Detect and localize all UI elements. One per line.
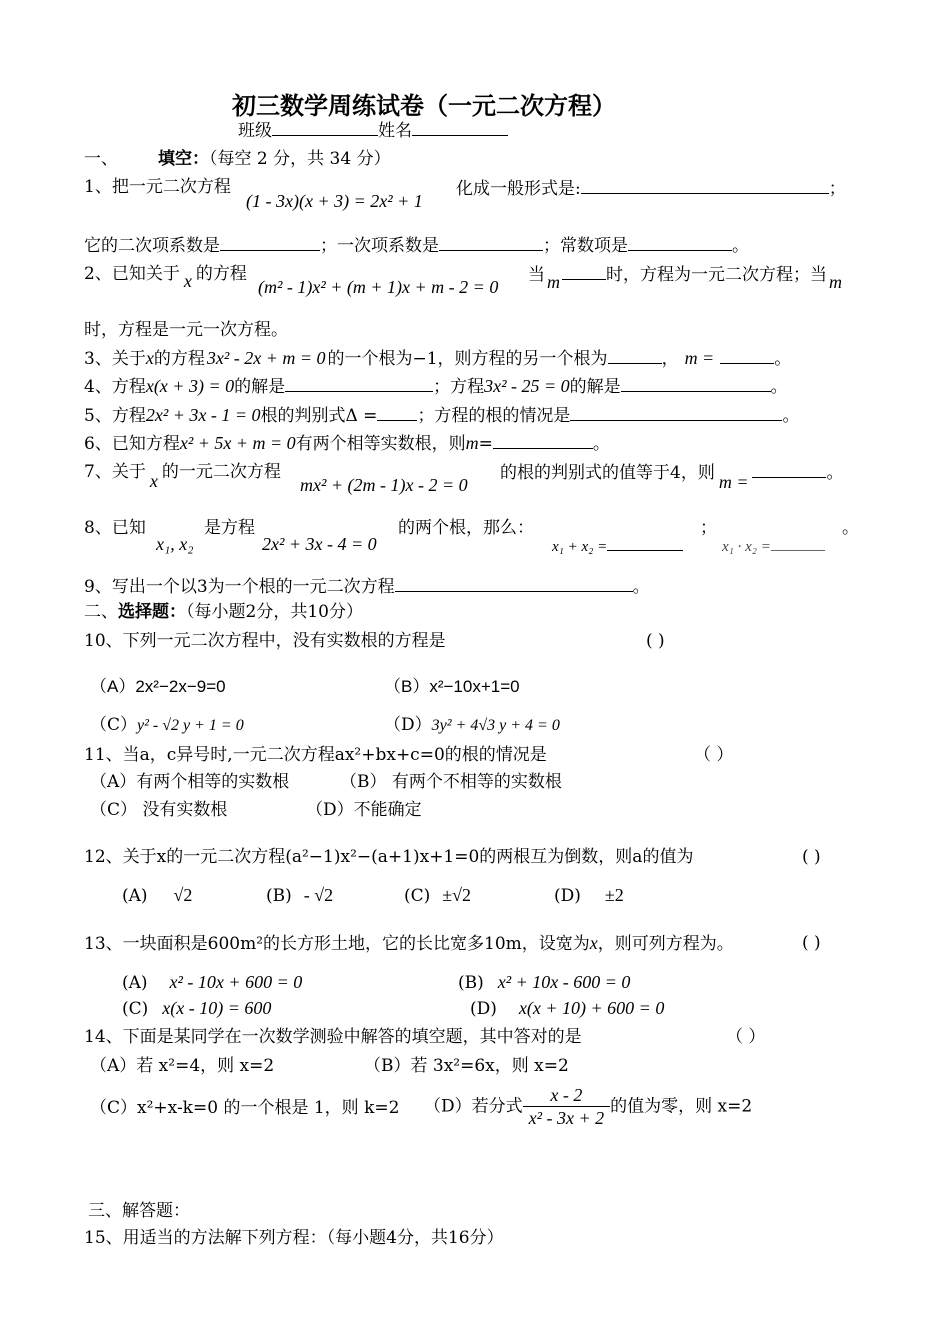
- section3-header: 三、解答题：: [88, 1201, 190, 1221]
- q7-prefix: 7、关于: [84, 462, 146, 482]
- q14-option-c[interactable]: （C）x²+x-k=0 的一个根是 1，则 k=2: [90, 1098, 400, 1118]
- q11-stem: [84, 744, 547, 766]
- q13-option-a[interactable]: [122, 971, 302, 994]
- q8-prefix: 8、已知: [84, 518, 146, 538]
- q5-mid2: ；方程的根的情况是: [417, 406, 571, 426]
- q8-semi: ；: [700, 518, 717, 538]
- q1-equation: (1 - 3x)(x + 3) = 2x² + 1: [246, 191, 423, 211]
- q7-tail: 的根的判别式的值等于4，则: [500, 463, 715, 483]
- q14-option-d[interactable]: [424, 1084, 752, 1129]
- q13-option-c[interactable]: [122, 997, 271, 1020]
- section1-info: （每空 2 分，共 34 分）: [209, 149, 391, 169]
- q7-tail-row: [500, 460, 844, 492]
- q7-end: 。: [826, 463, 844, 483]
- q13-c-equation: x(x - 10) = 600: [162, 998, 272, 1018]
- q4-mid3: 的解是: [569, 377, 621, 397]
- q7-blank[interactable]: [752, 460, 826, 478]
- q8-tail-wrap: [398, 517, 534, 539]
- q11-text: 11、当a，c异号时,一元二次方程ax²+bx+c=0的根的情况是: [84, 745, 547, 765]
- q12-a-value: √2: [173, 885, 193, 905]
- q13-option-b[interactable]: [458, 971, 630, 994]
- name-blank[interactable]: [412, 118, 508, 136]
- q3-line: [84, 346, 791, 370]
- q10-text: 10、下列一元二次方程中，没有实数根的方程是: [84, 631, 446, 651]
- q14-paren[interactable]: （ ）: [726, 1027, 766, 1047]
- q8-mid: 是方程: [204, 518, 255, 538]
- class-label: 班级: [238, 121, 272, 141]
- q2-var-m2: m: [829, 272, 842, 292]
- q8-sum-blank[interactable]: [607, 533, 683, 551]
- q3-prefix: 3、关于: [84, 349, 146, 369]
- q6-end: 。: [592, 434, 610, 454]
- q4-blank2[interactable]: [621, 374, 771, 392]
- q13-d-equation: x(x + 10) + 600 = 0: [518, 998, 665, 1018]
- page-title: 初三数学周练试卷（一元二次方程）: [232, 92, 616, 120]
- q11-option-c[interactable]: （C） 没有实数根: [90, 800, 228, 820]
- q8-eq-wrap: [262, 533, 377, 556]
- q6-eqsign: =: [478, 434, 493, 454]
- q12-option-d[interactable]: [554, 884, 624, 907]
- q10-option-d[interactable]: [384, 714, 560, 737]
- q13-option-d[interactable]: [470, 997, 664, 1020]
- section1-header: [84, 148, 391, 170]
- q12-b-label: (B): [266, 886, 292, 906]
- q2-when: 当: [528, 265, 545, 285]
- q14-stem: [84, 1026, 582, 1048]
- q8-roots: x₁, x₂: [156, 534, 194, 554]
- q2-tail: 时，方程为一元二次方程；当: [606, 265, 827, 285]
- name-class-row: [238, 118, 508, 142]
- q13-text: 13、一块面积是600m²的长方形土地，它的长比宽多10m，设宽为: [84, 934, 590, 954]
- q14-option-b[interactable]: （B）若 3x²=6x，则 x=2: [364, 1056, 569, 1076]
- q5-equation: 2x² + 3x - 1 = 0: [145, 405, 261, 425]
- q5-blank2[interactable]: [570, 403, 782, 421]
- q9-line: [84, 574, 650, 598]
- q4-eq1: x(x + 3) = 0: [145, 376, 235, 396]
- q12-option-c[interactable]: [404, 884, 471, 907]
- q12-b-value: - √2: [303, 885, 334, 905]
- q10-stem: [84, 630, 446, 652]
- q4-mid1: 的解是: [234, 377, 286, 397]
- q12-stem: [84, 846, 693, 868]
- q1-suffix-row: [456, 176, 846, 200]
- q14-d-label: （D）若分式: [424, 1096, 523, 1117]
- q4-blank1[interactable]: [285, 374, 433, 392]
- q8-prod-label: x₁ · x₂ =: [722, 539, 771, 555]
- q1-end: ；: [828, 179, 846, 199]
- q14-d-tail: 的值为零，则 x=2: [610, 1096, 753, 1117]
- q14-option-a[interactable]: （A）若 x²=4，则 x=2: [90, 1056, 275, 1076]
- class-blank[interactable]: [272, 118, 378, 136]
- q2-prefix: 2、已知关于: [84, 264, 180, 284]
- q1-const-blank[interactable]: [628, 233, 732, 251]
- q3-tail: 的一个根为−1，则方程的另一个根为: [327, 349, 608, 369]
- q3-var-x: x: [145, 348, 154, 368]
- q2-line2-text: 时，方程是一元一次方程。: [84, 320, 288, 340]
- q10-c-label: （C）: [90, 715, 138, 735]
- q8-semi-wrap: [700, 517, 717, 539]
- q14-d-denominator: x² - 3x + 2: [528, 1108, 605, 1128]
- q3-end: 。: [774, 349, 792, 369]
- q8-roots-wrap: [156, 533, 194, 556]
- q10-option-c[interactable]: [90, 714, 244, 737]
- q1-quad-coef-blank[interactable]: [220, 233, 320, 251]
- q10-option-a[interactable]: （A）2x²−2x−9=0: [90, 677, 226, 696]
- q12-c-value: ±√2: [442, 885, 472, 905]
- q1-line2-end: 。: [732, 236, 749, 256]
- q3-root-blank[interactable]: [608, 346, 662, 364]
- q6-prefix: 6、已知方程: [84, 434, 180, 454]
- q8-end-wrap: [842, 517, 859, 539]
- q11-option-a[interactable]: （A）有两个相等的实数根: [90, 772, 290, 792]
- section2-heading: 选择题：: [118, 602, 186, 622]
- q7-var-x: x: [149, 471, 158, 491]
- q1-line1: [84, 176, 231, 198]
- q13-b-equation: x² + 10x - 600 = 0: [497, 972, 631, 992]
- q4-eq2: 3x² - 25 = 0: [484, 376, 570, 396]
- q2-tail-row: [528, 262, 842, 292]
- section1-heading: 填空：: [158, 149, 209, 169]
- q13-b-label: (B): [458, 973, 484, 993]
- q1-answer-blank[interactable]: [581, 176, 829, 194]
- section1-num: 一、: [84, 149, 118, 169]
- q10-d-equation: 3y² + 4√3 y + 4 = 0: [431, 717, 560, 734]
- q6-mid: 有两个相等实数根，则: [295, 434, 466, 454]
- q12-paren[interactable]: ( ): [802, 847, 821, 867]
- q1-equation-wrap: [246, 190, 423, 213]
- q9-blank[interactable]: [395, 574, 633, 592]
- q6-equation: x² + 5x + m = 0: [179, 433, 296, 453]
- q13-d-label: (D): [470, 999, 497, 1019]
- q5-end: 。: [782, 406, 800, 426]
- q13-a-equation: x² - 10x + 600 = 0: [169, 972, 303, 992]
- q2-equation: (m² - 1)x² + (m + 1)x + m - 2 = 0: [258, 277, 499, 297]
- q12-a-label: (A): [122, 886, 148, 906]
- q2-line2: [84, 318, 288, 341]
- q12-d-value: ±2: [604, 885, 624, 905]
- q2-var-x: x: [183, 271, 192, 291]
- q2-eq-wrap: [258, 276, 498, 299]
- q14-d-numerator: x - 2: [523, 1084, 611, 1107]
- q8-line: [84, 517, 146, 539]
- q4-end: 。: [770, 377, 788, 397]
- q13-stem: [84, 932, 734, 955]
- q11-option-b[interactable]: （B） 有两个不相等的实数根: [340, 772, 562, 792]
- q5-mid: 根的判别式Δ =: [260, 406, 378, 426]
- q4-line: [84, 374, 788, 398]
- q13-a-label: (A): [122, 973, 148, 993]
- q13-paren[interactable]: ( ): [802, 933, 821, 953]
- q7-mid: 的一元二次方程: [161, 462, 281, 482]
- q1-lin-coef-blank[interactable]: [439, 233, 543, 251]
- name-label: 姓名: [378, 121, 412, 141]
- q8-sum-label: x₁ + x₂ =: [552, 539, 608, 555]
- q7-m-label: m =: [718, 472, 749, 492]
- section2-info: （每小题2分，共10分）: [186, 602, 363, 622]
- q12-c-label: (C): [404, 886, 431, 906]
- q2-line1: [84, 262, 247, 291]
- q10-c-equation: y² - √2 y + 1 = 0: [137, 717, 244, 734]
- q3-comma: ，: [661, 349, 679, 369]
- q1-line2: [84, 233, 749, 257]
- q8-equation: 2x² + 3x - 4 = 0: [262, 534, 377, 554]
- q1-suffix: 化成一般形式是:: [456, 179, 581, 199]
- q2-var-m: m: [547, 272, 560, 292]
- q8-end: 。: [842, 518, 859, 538]
- q15-text: 15、用适当的方法解下列方程：（每小题4分，共16分）: [84, 1228, 504, 1248]
- q6-blank[interactable]: [493, 431, 593, 449]
- q8-sum-row: [552, 533, 683, 558]
- q4-mid2: ；方程: [433, 377, 485, 397]
- q4-prefix: 4、方程: [84, 377, 146, 397]
- q13-tail: ，则可列方程为。: [597, 934, 734, 954]
- q5-blank1[interactable]: [377, 403, 417, 421]
- q12-option-a[interactable]: [122, 884, 192, 907]
- q7-line: [84, 460, 281, 491]
- q10-paren[interactable]: ( ): [646, 631, 665, 651]
- q8-mid-wrap: [204, 517, 255, 539]
- q1-const-label: ；常数项是: [543, 236, 628, 256]
- q6-line: [84, 431, 610, 455]
- q11-paren[interactable]: （ ）: [694, 745, 734, 765]
- q14-d-fraction: [523, 1084, 611, 1129]
- section2-header: [84, 601, 363, 623]
- q3-m-label: m =: [684, 348, 715, 368]
- q2-mid: 的方程: [195, 264, 247, 284]
- q1-quad-coef-label: 它的二次项系数是: [84, 236, 220, 256]
- q2-blank1[interactable]: [562, 262, 606, 280]
- q12-text: 12、关于x的一元二次方程(a²−1)x²−(a+1)x+1=0的两根互为倒数，则a的值为: [84, 847, 694, 867]
- q10-option-b[interactable]: （B）x²−10x+1=0: [384, 677, 520, 696]
- q7-equation: mx² + (2m - 1)x - 2 = 0: [300, 475, 468, 495]
- q8-prod-blank[interactable]: [771, 533, 825, 551]
- q3-mid: 的方程: [153, 349, 205, 369]
- q12-option-b[interactable]: [266, 884, 333, 907]
- q6-var-m: m: [465, 433, 479, 453]
- q9-end: 。: [632, 577, 650, 597]
- q11-option-d[interactable]: （D）不能确定: [306, 800, 422, 820]
- q12-d-label: (D): [554, 886, 581, 906]
- q14-text: 14、下面是某同学在一次数学测验中解答的填空题，其中答对的是: [84, 1027, 582, 1047]
- section2-num: 二、: [84, 602, 118, 622]
- q8-prod-row: [722, 533, 825, 558]
- q9-text: 9、写出一个以3为一个根的一元二次方程: [84, 577, 395, 597]
- q1-prefix: 1、把一元二次方程: [84, 177, 231, 197]
- q13-var-x: x: [589, 933, 598, 953]
- q7-eq-wrap: [300, 474, 468, 497]
- q8-tail: 的两个根，那么：: [398, 518, 534, 538]
- q5-prefix: 5、方程: [84, 406, 146, 426]
- q3-m-blank[interactable]: [720, 346, 774, 364]
- q3-equation: 3x² - 2x + m = 0: [206, 348, 326, 368]
- q1-lin-coef-label: ；一次项系数是: [320, 236, 439, 256]
- q13-c-label: (C): [122, 999, 149, 1019]
- q10-d-label: （D）: [384, 715, 432, 735]
- q5-line: [84, 403, 799, 427]
